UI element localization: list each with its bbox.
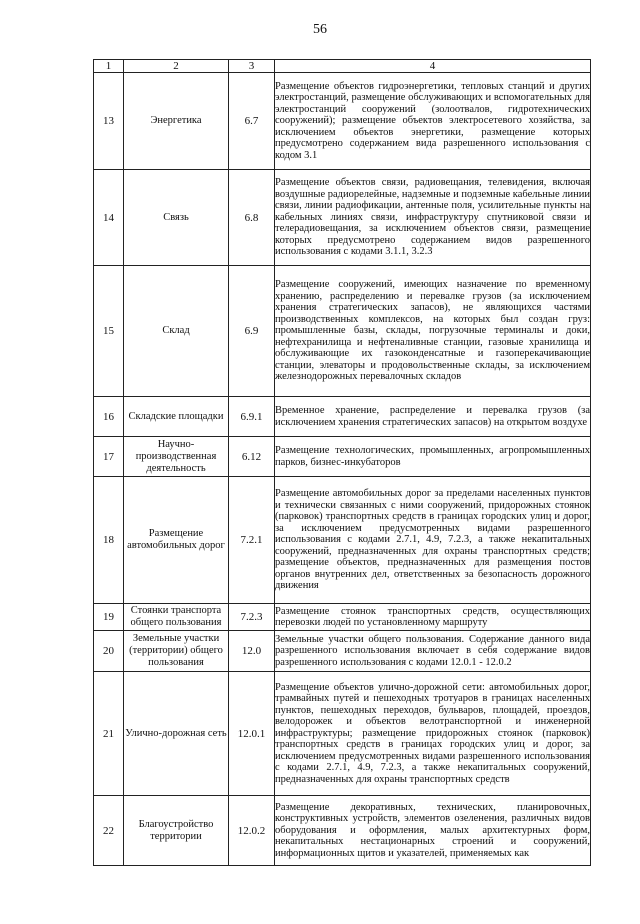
use-description: Земельные участки общего пользования. Содержание данного вида разрешенного использования включает в себя содержание видов разрешенного использования с кодами 12.0.1 - 12.0.2 — [275, 631, 591, 672]
row-number: 16 — [94, 397, 124, 437]
table-row — [94, 397, 591, 437]
use-description: Размещение объектов гидроэнергетики, тепловых станций и других электростанций, размещение обслуживающих и вспомогательных для электростанций сооружений (золоотвалов, гидротехнических сооружений); размещение объектов электросетевого хозяйства, за исключением объектов энергетики, размещение которых предусмотрено содержанием вида разрешенного использования с кодом 3.1 — [275, 73, 591, 170]
row-number: 15 — [94, 266, 124, 397]
land-use-table — [93, 59, 591, 866]
table-row — [94, 266, 591, 397]
table-row — [94, 631, 591, 672]
table-row — [94, 477, 591, 604]
row-number: 22 — [94, 796, 124, 866]
use-name: Складские площадки — [124, 397, 229, 437]
table-header-row — [94, 60, 591, 73]
use-name: Научно-производственная деятельность — [124, 437, 229, 477]
use-description: Размещение сооружений, имеющих назначение по временному хранению, распределению и перевалке грузов (за исключением хранения стратегических запасов), не являющихся частями производственных комплексов, на которых был создан груз: промышленные базы, склады, погрузочные терминалы и доки, нефтехранилища и нефтеналивные станции, газовые хранилища и обслуживающие их газоконденсатные и газоперекачивающие станции, элеваторы и продовольственные склады, за исключением железнодорожных перевалочных складов — [275, 266, 591, 397]
use-code: 6.9 — [229, 266, 275, 397]
table-row — [94, 672, 591, 796]
row-number: 20 — [94, 631, 124, 672]
column-header-3: 3 — [229, 60, 275, 73]
use-code: 7.2.1 — [229, 477, 275, 604]
use-description: Размещение декоративных, технических, планировочных, конструктивных устройств, элементов озеленения, различных видов оборудования и оформления, малых архитектурных форм, некапитальных нестационарных строений и сооружений, информационных щитов и указателей, применяемых как — [275, 796, 591, 866]
use-name: Энергетика — [124, 73, 229, 170]
use-name: Земельные участки (территории) общего пользования — [124, 631, 229, 672]
table-row — [94, 73, 591, 170]
use-description: Размещение стоянок транспортных средств, осуществляющих перевозки людей по установленному маршруту — [275, 604, 591, 631]
use-code: 6.8 — [229, 170, 275, 266]
table-row — [94, 170, 591, 266]
use-name: Склад — [124, 266, 229, 397]
use-code: 6.9.1 — [229, 397, 275, 437]
use-name: Связь — [124, 170, 229, 266]
use-name: Благоустройство территории — [124, 796, 229, 866]
use-description: Размещение объектов улично-дорожной сети: автомобильных дорог, трамвайных путей и пешеходных тротуаров в границах населенных пунктов, пешеходных переходов, бульваров, площадей, проездов, велодорожек и объектов велотранспортной и инженерной инфраструктуры; размещение придорожных стоянок (парковок) транспортных средств в границах городских улиц и дорог, за исключением предусмотренных видами разрешенного использования с кодами 2.7.1, 4.9, 7.2.3, а также некапитальных сооружений, предназначенных для охраны транспортных средств — [275, 672, 591, 796]
use-code: 12.0 — [229, 631, 275, 672]
use-name: Улично-дорожная сеть — [124, 672, 229, 796]
use-description: Размещение объектов связи, радиовещания, телевидения, включая воздушные радиорелейные, надземные и подземные кабельные линии связи, линии радиофикации, антенные поля, усилительные пункты на кабельных линиях связи, инфраструктуру спутниковой связи и телерадиовещания, за исключением объектов связи, размещение которых предусмотрено содержанием видов разрешенного использования с кодами 3.1.1, 3.2.3 — [275, 170, 591, 266]
table-row — [94, 796, 591, 866]
use-name: Стоянки транспорта общего пользования — [124, 604, 229, 631]
row-number: 14 — [94, 170, 124, 266]
row-number: 18 — [94, 477, 124, 604]
use-description: Размещение автомобильных дорог за пределами населенных пунктов и технически связанных с ними сооружений, придорожных стоянок (парковок) транспортных средств в границах городских улиц и дорог, за исключением предусмотренных видами разрешенного использования с кодами 2.7.1, 4.9, 7.2.3, а также некапитальных сооружений, предназначенных для охраны транспортных средств; размещение объектов, предназначенных для размещения постов органов внутренних дел, ответственных за безопасность дорожного движения — [275, 477, 591, 604]
use-code: 7.2.3 — [229, 604, 275, 631]
use-description: Временное хранение, распределение и перевалка грузов (за исключением хранения стратегических запасов) на открытом воздухе — [275, 397, 591, 437]
table-row — [94, 437, 591, 477]
row-number: 19 — [94, 604, 124, 631]
row-number: 13 — [94, 73, 124, 170]
page-number: 56 — [313, 22, 327, 37]
column-header-4: 4 — [275, 60, 591, 73]
row-number: 17 — [94, 437, 124, 477]
column-header-1: 1 — [94, 60, 124, 73]
use-code: 6.12 — [229, 437, 275, 477]
table-row — [94, 604, 591, 631]
use-description: Размещение технологических, промышленных, агропромышленных парков, бизнес-инкубаторов — [275, 437, 591, 477]
use-name: Размещение автомобильных дорог — [124, 477, 229, 604]
column-header-2: 2 — [124, 60, 229, 73]
use-code: 6.7 — [229, 73, 275, 170]
row-number: 21 — [94, 672, 124, 796]
use-code: 12.0.2 — [229, 796, 275, 866]
use-code: 12.0.1 — [229, 672, 275, 796]
